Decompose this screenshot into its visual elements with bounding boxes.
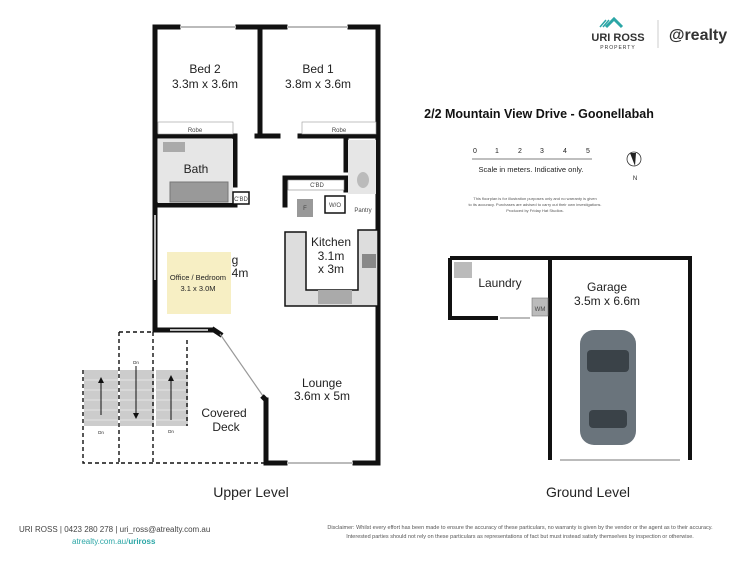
ground-level-label: Ground Level [545, 484, 631, 500]
room-label: Robe [331, 128, 347, 134]
room-label: 3.6m x 5m [293, 389, 351, 403]
room-label: 3.8m x 3.6m [284, 77, 352, 91]
room-label: 4m [231, 266, 249, 280]
room-label: Kitchen [310, 235, 352, 249]
room-label: to its accuracy. Purchases are advised to carry out their own investigations. [468, 202, 602, 207]
room-label: x 3m [317, 262, 345, 276]
room-label: Bed 1 [302, 62, 334, 76]
realty-logo: @realty [668, 27, 728, 44]
room-label: 0 [473, 148, 477, 155]
room-label: 3.3m x 3.6m [171, 77, 239, 91]
room-label: WM [534, 307, 546, 313]
room-label: Laundry [478, 276, 522, 290]
room-label: Dn [98, 430, 104, 435]
room-label: Pantry [354, 208, 372, 214]
room-label: Lounge [301, 376, 343, 390]
property-title: 2/2 Mountain View Drive - Goonellabah [424, 107, 654, 121]
room-label: Scale in meters. Indicative only. [478, 165, 584, 174]
uri-ross-logo [591, 19, 727, 51]
room-label: 2 [518, 148, 522, 155]
room-label: Dn [168, 429, 174, 434]
room-label: PROPERTY [600, 45, 636, 51]
agent-website[interactable]: atrealty.com.au/uriross [72, 537, 156, 546]
room-label: F [303, 206, 307, 212]
room-label: 3.5m x 6.6m [573, 294, 641, 308]
north-arrow-icon [627, 152, 641, 182]
room-label: URI ROSS [591, 32, 645, 44]
room-label: 4 [563, 148, 567, 155]
room-label: Deck [212, 420, 240, 434]
room-label: C'BD [310, 183, 324, 189]
room-label: This floorplan is for illustration purposes only and no warranty is given [473, 196, 597, 201]
room-label: C'BD [234, 197, 248, 203]
stairs [83, 332, 264, 463]
room-label: Covered [201, 406, 247, 420]
room-label: Bath [183, 162, 209, 176]
office-bedroom-highlight [167, 252, 231, 314]
room-label: Robe [187, 128, 203, 134]
room-label: 3 [540, 148, 544, 155]
room-label: Produced by Friday Hat Studios. [506, 208, 564, 213]
room-label: 1 [495, 148, 499, 155]
car-icon [580, 330, 636, 445]
room-label: Office / Bedroom [169, 273, 227, 282]
room-label: g [231, 253, 239, 267]
scale-bar [472, 148, 592, 174]
room-label: 5 [586, 148, 590, 155]
room-label: N [632, 176, 638, 182]
room-label: Bed 2 [189, 62, 221, 76]
upper-level-label: Upper Level [213, 484, 289, 500]
room-label: Dn [133, 360, 139, 365]
disclaimer: Disclaimer: Whilst every effort has been made to ensure the accuracy of these particulars, no warranty is given by the vendor or the agent as to their accuracy. Interested parties should not rely on these particulars as representations of fact but must instead satisfy themselves by inspection or otherwise. [327, 525, 713, 540]
room-label: 3.1m [317, 249, 345, 263]
room-label: W/O [329, 203, 341, 209]
room-label: Garage [586, 280, 628, 294]
room-label: 3.1 x 3.0M [180, 284, 216, 293]
agent-contact: URI ROSS | 0423 280 278 | uri_ross@atrealty.com.au [19, 525, 211, 534]
